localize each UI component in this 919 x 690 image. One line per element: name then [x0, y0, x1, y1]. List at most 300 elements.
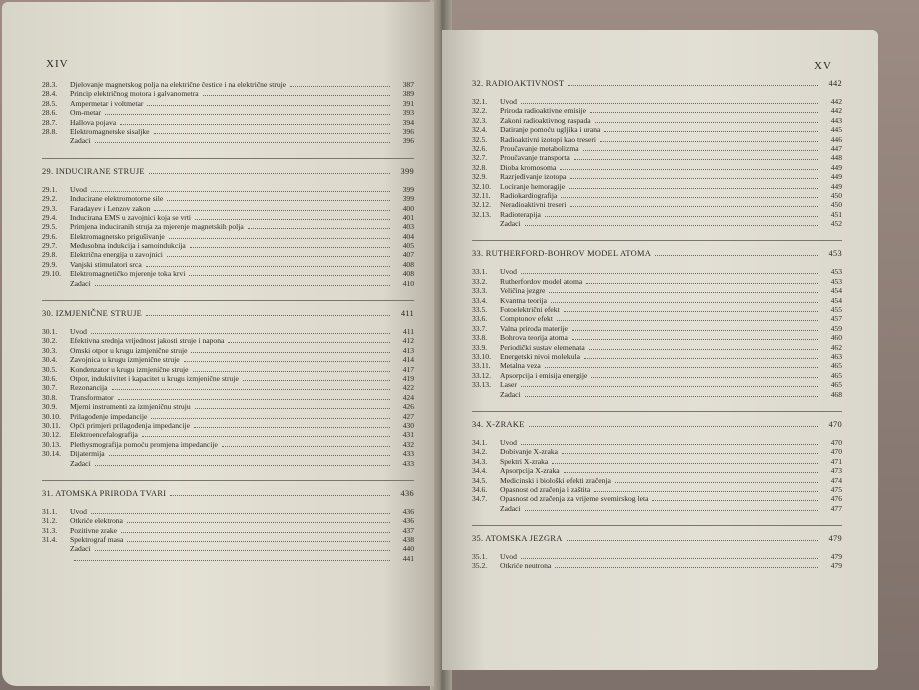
section-title: Opasnost od zračenja za vrijeme svemirskog leta — [500, 494, 649, 504]
toc-entry — [42, 365, 414, 374]
section-title: Uvod — [500, 552, 517, 562]
page-ref: 479 — [830, 552, 842, 562]
section-number: 30.10. — [42, 411, 61, 421]
dot-leader — [652, 499, 818, 501]
dot-leader — [584, 357, 818, 359]
toc-entry — [42, 327, 414, 336]
dot-leader — [146, 315, 390, 316]
toc-entry — [472, 561, 842, 570]
dot-leader — [564, 310, 818, 312]
section-divider — [472, 240, 842, 241]
dot-leader — [121, 531, 390, 533]
section-number: 33.12. — [472, 370, 491, 380]
section-title: Veličina jezgre — [500, 286, 546, 296]
section-number: 33.3. — [472, 286, 488, 296]
page-ref: 470 — [830, 437, 842, 447]
section-number: 33.5. — [472, 305, 488, 315]
dot-leader — [525, 395, 818, 397]
page-ref: 433 — [402, 449, 414, 459]
section-number: 33.11. — [472, 361, 491, 371]
page-number: XIV — [46, 58, 69, 70]
toc-entry — [472, 552, 842, 561]
toc-entry — [472, 125, 842, 134]
section-number: 34.6. — [472, 484, 488, 494]
toc-entry — [472, 267, 842, 276]
section-title: Dijatermija — [70, 449, 105, 459]
dot-leader — [149, 173, 390, 174]
toc-entry — [42, 136, 414, 145]
section-title: Elektromagnetičko mjerenje toka krvi — [70, 269, 186, 279]
page-ref: 417 — [402, 364, 414, 374]
toc-entry — [472, 333, 842, 342]
section-number: 32.5. — [472, 134, 488, 144]
section-title: Transformator — [70, 392, 114, 402]
toc-entry — [42, 118, 414, 127]
dot-leader — [91, 190, 390, 192]
section-number: 34.1. — [472, 437, 488, 447]
dot-leader — [521, 443, 818, 445]
page-ref: 408 — [402, 269, 414, 279]
section-number: 31.3. — [42, 525, 58, 535]
section-number: 33.1. — [472, 267, 488, 277]
section-number: 32.9. — [472, 172, 488, 182]
dot-leader — [91, 512, 390, 514]
left-page — [2, 2, 434, 686]
toc-entry — [42, 449, 414, 458]
section-number: 32.4. — [472, 125, 488, 135]
dot-leader — [590, 111, 818, 113]
page-ref: 460 — [830, 333, 842, 343]
toc-entry — [42, 421, 414, 430]
section-title: Zadaci — [70, 458, 91, 468]
toc-entry — [42, 412, 414, 421]
dot-leader — [195, 218, 390, 220]
toc-entry — [472, 380, 842, 389]
toc-entry — [42, 459, 414, 468]
page-ref: 453 — [828, 249, 842, 259]
section-title: Ampermetar i voltmetar — [70, 98, 144, 108]
table-of-contents — [472, 78, 842, 571]
dot-leader — [525, 224, 818, 226]
page-ref: 450 — [830, 190, 842, 200]
section-title: Zavojnica u krugu izmjenične struje — [70, 355, 180, 365]
section-number: 32.1. — [472, 97, 488, 106]
toc-entry — [472, 172, 842, 181]
spacer — [42, 319, 414, 327]
chapter-heading — [472, 78, 842, 89]
section-number: 30.8. — [42, 392, 58, 402]
dot-leader — [95, 284, 390, 286]
dot-leader — [95, 464, 390, 466]
page-ref: 445 — [830, 125, 842, 135]
section-title: Radioaktivni izotopi kao treseri — [500, 134, 596, 144]
spacer — [472, 544, 842, 552]
section-number: 31.1. — [42, 506, 58, 516]
section-number: 30.6. — [42, 373, 58, 383]
section-number: 33.7. — [472, 323, 488, 333]
page-number: XV — [814, 60, 832, 72]
section-number: 34.3. — [472, 456, 488, 466]
section-title: Spektri X-zraka — [500, 456, 549, 466]
section-title: Fotoelektrični efekt — [500, 305, 560, 315]
section-number: 32.13. — [472, 209, 491, 219]
section-title: Princip električnog motora i galvanometra — [70, 89, 199, 99]
section-number: 30.2. — [42, 336, 58, 346]
section-number: 34.7. — [472, 494, 488, 504]
toc-entry — [472, 153, 842, 162]
section-number: 29.3. — [42, 203, 58, 213]
toc-entry — [42, 213, 414, 222]
section-number: 35.2. — [472, 561, 488, 571]
dot-leader — [574, 158, 818, 160]
section-title: Opasnost od zračenja i zaštita — [500, 484, 591, 494]
page-ref: 452 — [830, 219, 842, 229]
dot-leader — [120, 123, 390, 125]
section-number: 33.4. — [472, 295, 488, 305]
dot-leader — [570, 205, 818, 207]
section-title: Radiokardiografija — [500, 190, 558, 200]
right-page — [442, 30, 878, 670]
page-ref: 408 — [402, 259, 414, 269]
section-number: 29.7. — [42, 241, 58, 251]
page-ref: 468 — [830, 389, 842, 399]
toc-entry — [42, 279, 414, 288]
chapter-title: 30. IZMJENIČNE STRUJE — [42, 309, 143, 319]
toc-entry — [42, 554, 414, 563]
toc-entry — [472, 97, 842, 106]
section-title: Kvantna teorija — [500, 295, 548, 305]
page-ref: 410 — [402, 278, 414, 288]
section-number: 29.6. — [42, 231, 58, 241]
dot-leader — [545, 366, 818, 368]
dot-leader — [195, 407, 390, 409]
toc-entry — [472, 296, 842, 305]
page-ref: 412 — [402, 336, 414, 346]
dot-leader — [551, 301, 818, 303]
page-ref: 447 — [830, 143, 842, 153]
section-number: 29.9. — [42, 259, 58, 269]
page-ref: 436 — [402, 506, 414, 516]
section-number: 29.8. — [42, 250, 58, 260]
toc-entry — [42, 232, 414, 241]
section-title: Rezonancija — [70, 383, 108, 393]
page-ref: 462 — [830, 342, 842, 352]
toc-entry — [472, 324, 842, 333]
section-number: 32.8. — [472, 162, 488, 172]
chapter-title: 31. ATOMSKA PRIRODA TVARI — [42, 488, 167, 498]
page-ref: 465 — [830, 361, 842, 371]
page-ref: 448 — [830, 153, 842, 163]
toc-entry — [42, 260, 414, 269]
section-number: 34.5. — [472, 475, 488, 485]
page-ref: 449 — [830, 172, 842, 182]
toc-entry — [472, 135, 842, 144]
section-title: Valna priroda materije — [500, 323, 568, 333]
section-title: Proučavanje transporta — [500, 153, 570, 163]
page-ref: 475 — [830, 484, 842, 494]
section-title: Metalna veza — [500, 361, 541, 371]
section-title: Uvod — [70, 327, 87, 337]
page-ref: 446 — [830, 134, 842, 144]
dot-leader — [169, 237, 390, 239]
toc-entry — [42, 185, 414, 194]
dot-leader — [572, 329, 818, 331]
toc-entry — [472, 314, 842, 323]
page-ref: 453 — [830, 276, 842, 286]
section-divider — [42, 480, 414, 481]
section-number: 33.8. — [472, 333, 488, 343]
page-ref: 440 — [402, 544, 414, 554]
section-title: Radioterapija — [500, 209, 541, 219]
toc-entry — [42, 250, 414, 259]
section-number: 30.3. — [42, 345, 58, 355]
section-title: Elektromagnetske sisaljke — [70, 126, 150, 136]
dot-leader — [521, 385, 818, 387]
section-title: Uvod — [500, 267, 517, 277]
chapter-heading — [472, 248, 842, 259]
toc-entry — [472, 361, 842, 370]
page-ref: 399 — [400, 166, 414, 176]
toc-entry — [472, 163, 842, 172]
dot-leader — [248, 227, 390, 229]
toc-entry — [42, 99, 414, 108]
dot-leader — [95, 549, 390, 551]
page-ref: 454 — [830, 295, 842, 305]
toc-entry — [42, 346, 414, 355]
section-number: 33.6. — [472, 314, 488, 324]
section-title: Omski otpor u krugu izmjenične struje — [70, 345, 188, 355]
section-title: Proučavanje metabolizma — [500, 143, 579, 153]
dot-leader — [105, 113, 390, 115]
section-title: Primjena induciranih struja za mjerenje magnetskih polja — [70, 222, 244, 232]
section-title: Uvod — [500, 437, 517, 447]
spacer — [42, 177, 414, 185]
page-ref: 413 — [402, 345, 414, 355]
table-of-contents — [42, 80, 414, 563]
section-title: Zadaci — [70, 136, 91, 146]
section-title: Otkriće neutrona — [500, 561, 552, 571]
page-ref: 389 — [402, 89, 414, 99]
section-title: Pozitivne zrake — [70, 525, 118, 535]
section-number: 33.9. — [472, 342, 488, 352]
section-number: 35.1. — [472, 552, 488, 562]
dot-leader — [191, 351, 390, 353]
section-title: Energetski nivoi molekula — [500, 351, 581, 361]
section-number: 29.5. — [42, 222, 58, 232]
toc-entry — [42, 336, 414, 345]
dot-leader — [203, 94, 390, 96]
dot-leader — [545, 215, 818, 217]
section-number: 30.1. — [42, 327, 58, 337]
section-number: 30.13. — [42, 439, 61, 449]
page-ref: 399 — [402, 184, 414, 194]
page-ref: 404 — [402, 231, 414, 241]
page-ref: 411 — [402, 327, 414, 337]
section-title: Uvod — [70, 184, 87, 194]
section-number: 33.10. — [472, 351, 491, 361]
toc-entry — [472, 485, 842, 494]
toc-entry — [472, 504, 842, 513]
section-title: Efektivna srednja vrijednost jakosti struje i napona — [70, 336, 225, 346]
toc-entry — [42, 89, 414, 98]
chapter-title: 29. INDUCIRANE STRUJE — [42, 166, 145, 176]
toc-entry — [472, 200, 842, 209]
section-title: Elektromagnetsko prigušivanje — [70, 231, 165, 241]
page-ref: 431 — [402, 430, 414, 440]
chapter-title: 34. X-ZRAKE — [472, 419, 525, 429]
section-number: 30.7. — [42, 383, 58, 393]
dot-leader — [552, 462, 818, 464]
page-ref: 470 — [828, 419, 842, 429]
toc-entry — [42, 269, 414, 278]
spacer — [42, 499, 414, 507]
page-ref: 426 — [402, 402, 414, 412]
page-ref: 396 — [402, 136, 414, 146]
toc-entry — [42, 430, 414, 439]
dot-leader — [112, 388, 390, 390]
page-ref: 479 — [828, 534, 842, 544]
toc-entry — [42, 544, 414, 553]
toc-entry — [42, 222, 414, 231]
section-title: Dobivanje X-zraka — [500, 447, 558, 457]
dot-leader — [583, 149, 818, 151]
section-title: Rutherfordov model atoma — [500, 276, 583, 286]
page-ref: 422 — [402, 383, 414, 393]
section-divider — [42, 300, 414, 301]
section-number: 34.2. — [472, 447, 488, 457]
toc-entry — [472, 476, 842, 485]
section-number: 29.4. — [42, 212, 58, 222]
dot-leader — [154, 132, 390, 134]
page-ref: 407 — [402, 250, 414, 260]
toc-entry — [42, 383, 414, 392]
section-title: Priroda radioaktivne emisije — [500, 106, 587, 116]
toc-entry — [42, 507, 414, 516]
toc-entry — [472, 210, 842, 219]
section-number: 30.9. — [42, 402, 58, 412]
page-ref: 473 — [830, 466, 842, 476]
dot-leader — [560, 168, 818, 170]
section-number: 32.2. — [472, 106, 488, 116]
section-title: Om-metar — [70, 108, 102, 118]
section-title: Međusobna indukcija i samoindukcija — [70, 241, 186, 251]
toc-entry — [472, 182, 842, 191]
dot-leader — [521, 102, 818, 104]
page-ref: 438 — [402, 535, 414, 545]
page-ref: 453 — [830, 267, 842, 277]
section-title: Zadaci — [500, 219, 521, 229]
dot-leader — [146, 265, 390, 267]
section-divider — [472, 525, 842, 526]
dot-leader — [586, 282, 818, 284]
section-title: Zadaci — [500, 503, 521, 513]
page-ref: 401 — [402, 212, 414, 222]
section-title: Neradioaktivni treseri — [500, 200, 567, 210]
dot-leader — [568, 85, 818, 86]
dot-leader — [562, 452, 818, 454]
page-ref: 454 — [830, 286, 842, 296]
section-title: Električna energija u zavojnici — [70, 250, 163, 260]
dot-leader — [594, 490, 818, 492]
dot-leader — [91, 332, 390, 334]
chapter-heading — [472, 419, 842, 430]
page-ref: 437 — [402, 525, 414, 535]
page-ref: 432 — [402, 439, 414, 449]
section-divider — [42, 158, 414, 159]
section-number: 29.10. — [42, 269, 61, 279]
section-title: Lociranje hemoragije — [500, 181, 566, 191]
section-number: 31.2. — [42, 516, 58, 526]
section-title: Comptonov efekt — [500, 314, 553, 324]
section-number: 29.2. — [42, 194, 58, 204]
chapter-heading — [42, 166, 414, 177]
toc-entry — [42, 535, 414, 544]
dot-leader — [74, 559, 390, 561]
dot-leader — [564, 471, 818, 473]
page-ref: 455 — [830, 305, 842, 315]
dot-leader — [572, 338, 818, 340]
toc-entry — [472, 447, 842, 456]
page-ref: 463 — [830, 351, 842, 361]
dot-leader — [655, 255, 818, 256]
chapter-title: 35. ATOMSKA JEZGRA — [472, 534, 563, 544]
dot-leader — [118, 398, 390, 400]
section-title: Inducirane elektromotorne sile — [70, 194, 164, 204]
section-number: 32.10. — [472, 181, 491, 191]
page-ref: 442 — [828, 79, 842, 88]
page-ref: 449 — [830, 181, 842, 191]
section-number: 30.14. — [42, 449, 61, 459]
toc-entry — [472, 305, 842, 314]
page-ref: 442 — [830, 97, 842, 106]
section-number: 32.12. — [472, 200, 491, 210]
page-ref: 414 — [402, 355, 414, 365]
spacer — [472, 259, 842, 267]
page-ref: 443 — [830, 115, 842, 125]
page-ref: 450 — [830, 200, 842, 210]
dot-leader — [521, 272, 818, 274]
page-ref: 442 — [830, 106, 842, 116]
dot-leader — [521, 557, 818, 559]
section-title: Faradayev i Lenzov zakon — [70, 203, 151, 213]
chapter-heading — [472, 533, 842, 544]
section-title: Spektrograf masa — [70, 535, 124, 545]
section-title: Razrjeđivanje izotopa — [500, 172, 567, 182]
section-number: 31.4. — [42, 535, 58, 545]
chapter-title: 33. RUTHERFORD-BOHROV MODEL ATOMA — [472, 249, 652, 259]
section-title: Zadaci — [70, 544, 91, 554]
section-title: Hallova pojava — [70, 117, 117, 127]
toc-entry — [472, 352, 842, 361]
section-number: 28.8. — [42, 126, 58, 136]
toc-entry — [42, 127, 414, 136]
section-number: 28.5. — [42, 98, 58, 108]
page-ref: 419 — [402, 373, 414, 383]
toc-entry — [42, 374, 414, 383]
section-title: Apsorpcija i emisija energije — [500, 370, 588, 380]
page-ref: 387 — [402, 80, 414, 89]
section-title: Plethysmografija pomoću promjena impedancije — [70, 439, 218, 449]
dot-leader — [243, 379, 390, 381]
section-number: 32.3. — [472, 115, 488, 125]
chapter-title: 32. RADIOAKTIVNOST — [472, 79, 565, 88]
toc-entry — [472, 438, 842, 447]
toc-entry — [42, 194, 414, 203]
section-title: Zadaci — [500, 389, 521, 399]
page-ref: 433 — [402, 458, 414, 468]
section-title: Otkriće elektrona — [70, 516, 123, 526]
dot-leader — [529, 426, 818, 427]
